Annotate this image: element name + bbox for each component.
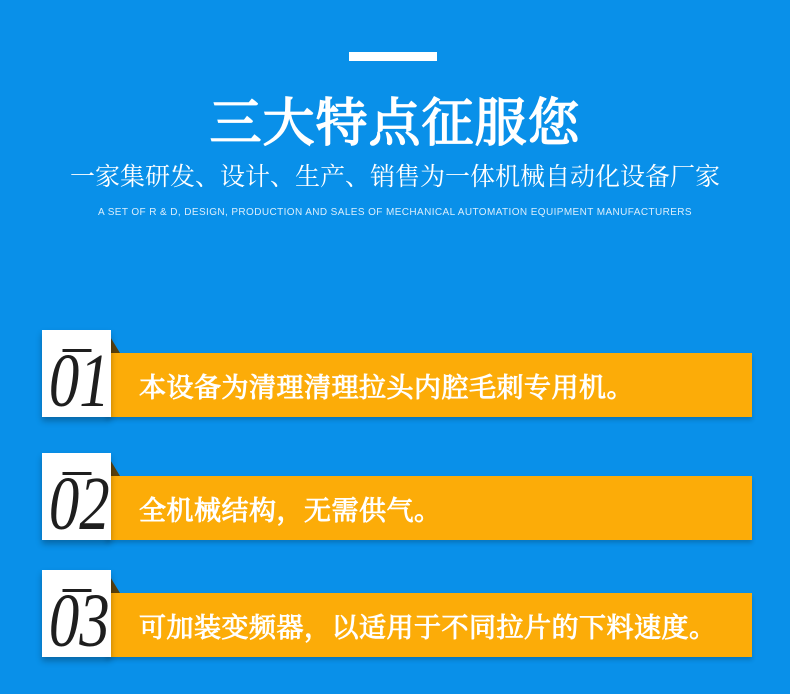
feature-row (0, 330, 790, 423)
feature-number: 03 (48, 579, 110, 663)
feature-bar (106, 593, 752, 657)
banner-subtitle-english: A SET OF R & D, DESIGN, PRODUCTION AND SALES OF MECHANICAL AUTOMATION EQUIPMENT MANUFACTURERS (98, 207, 692, 218)
title-dash-decoration (349, 52, 437, 61)
feature-number-badge (42, 453, 111, 546)
feature-row (0, 453, 790, 546)
banner-subtitle: 一家集研发、设计、生产、销售为一体机械自动化设备厂家 (69, 163, 720, 191)
feature-number: 01 (48, 339, 110, 423)
feature-bar (106, 476, 752, 540)
feature-bar (106, 353, 752, 417)
feature-text: 全机械结构，无需供气。 (139, 495, 442, 526)
feature-number: 02 (48, 462, 110, 546)
feature-number-badge (42, 330, 111, 423)
feature-row (0, 570, 790, 663)
feature-text: 可加装变频器，以适用于不同拉片的下料速度。 (139, 612, 717, 643)
banner-title: 三大特点征服您 (209, 95, 581, 153)
feature-number-badge (42, 570, 111, 663)
feature-text: 本设备为清理清理拉头内腔毛刺专用机。 (139, 372, 634, 403)
